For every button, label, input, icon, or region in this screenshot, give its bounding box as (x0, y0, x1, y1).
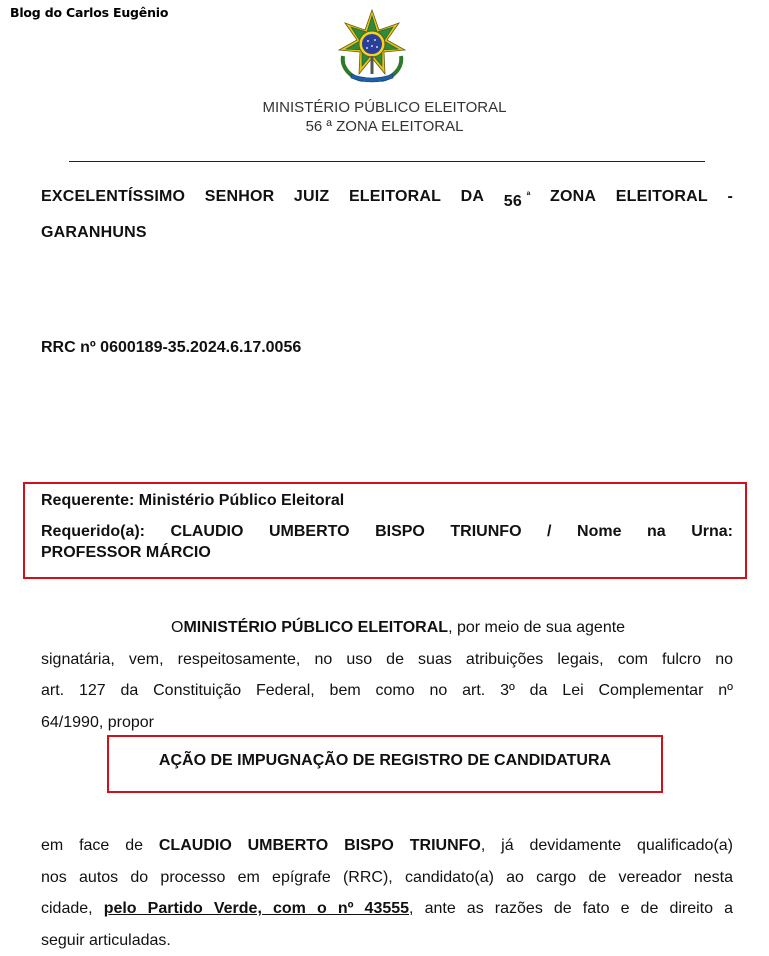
party-number-underlined: pelo Partido Verde, com o nº 43555 (104, 900, 409, 917)
brazil-coat-of-arms-icon (333, 8, 411, 86)
requerido-line: Requerido(a): CLAUDIO UMBERTO BISPO TRIUNFO / Nome na Urna: (41, 523, 733, 541)
action-title: AÇÃO DE IMPUGNAÇÃO DE REGISTRO DE CANDIDATURA (107, 752, 663, 770)
body-line3: cidade, pelo Partido Verde, com o nº 43555, ante as razões de fato e de direito a (41, 893, 733, 925)
intro-line3: art. 127 da Constituição Federal, bem como no art. 3º da Lei Complementar nº (41, 675, 733, 707)
addressee (41, 181, 733, 248)
body-line1: em face de CLAUDIO UMBERTO BISPO TRIUNFO, já devidamente qualificado(a) (41, 830, 733, 862)
org-name: MINISTÉRIO PÚBLICO ELEITORAL (0, 98, 769, 117)
requerido-ballot-name: PROFESSOR MÁRCIO (41, 544, 211, 562)
intro-paragraph (41, 612, 733, 738)
addressee-line1: EXCELENTÍSSIMO SENHOR JUIZ ELEITORAL DA 56 $^ª$ ZONA ELEITORAL - (41, 181, 733, 217)
blog-watermark: Blog do Carlos Eugênio (10, 5, 168, 20)
addressee-line2: GARANHUNS (41, 217, 733, 248)
body-paragraph (41, 830, 733, 956)
intro-line4: 64/1990, propor (41, 707, 733, 739)
org-zone: 56 ª ZONA ELEITORAL (0, 117, 769, 136)
intro-line1: O MINISTÉRIO PÚBLICO ELEITORAL , por meio de sua agente (41, 612, 733, 644)
body-line2: nos autos do processo em epígrafe (RRC), candidato(a) ao cargo de vereador nesta (41, 862, 733, 894)
header-divider (69, 161, 705, 162)
intro-line2: signatária, vem, respeitosamente, no uso de suas atribuições legais, com fulcro no (41, 644, 733, 676)
body-line4: seguir articuladas. (41, 925, 733, 956)
rrc-number: RRC nº 0600189-35.2024.6.17.0056 (41, 339, 301, 357)
requerente-line: Requerente: Ministério Público Eleitoral (41, 492, 344, 510)
